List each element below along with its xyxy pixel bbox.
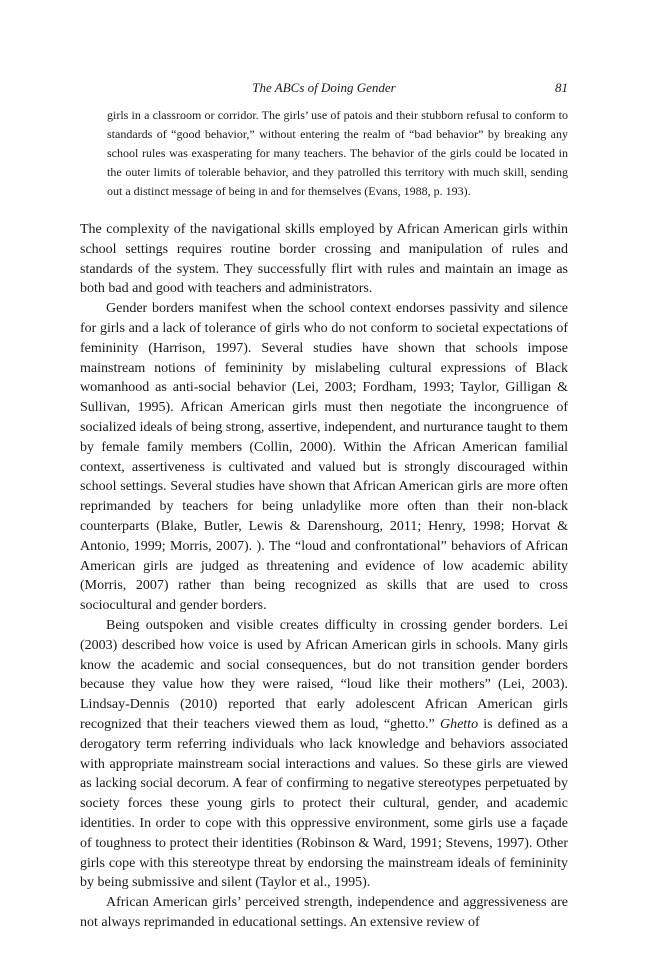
paragraph-2: Gender borders manifest when the school context endorses passivity and silence for girls and a lack of tolerance of girls who do not conform to societal expectations of femininity (Harrison, 1997). Several studies have shown that schools impose mainstream notions of femininity by mislabeling cultural expressions of Black womanhood as anti-social behavior (Lei, 2003; Fordham, 1993; Taylor, Gilligan & Sullivan, 1995). African American girls must then negotiate the incongruence of socialized ideals of being strong, assertive, independent, and nurturance taught to them by female family members (Collin, 2000). Within the African American familial context, assertiveness is cultivated and valued but is strongly discouraged within school settings. Several studies have shown that African American girls are more often reprimanded by teachers for being unladylike more often than their non-black counterparts (Blake, Butler, Lewis & Darenshourg, 2011; Henry, 1998; Horvat & Antonio, 1999; Morris, 2007). ). The “loud and confrontational” behaviors of African American girls are judged as threatening and evidence of low academic ability (Morris, 2007) rather than being recognized as skills that are used to cross sociocultural and gender borders. <box>80 301 568 614</box>
page-number: 81 <box>555 80 568 95</box>
paragraph-4: African American girls’ perceived strength, independence and aggressiveness are not always reprimanded in educational settings. An extensive review of <box>80 895 568 930</box>
paragraph-3-part-2: is defined as a derogatory term referring individuals who lack knowledge and behaviors associated with appropriate mainstream social interactions and values. So these girls are viewed as lacking social decorum. A fear of confirming to negative stereotypes perpetuated by society forces these young girls to protect their cultural, gender, and academic identities. In order to cope with this oppressive environment, some girls use a façade of toughness to protect their identities (Robinson & Ward, 1991; Stevens, 1997). Other girls cope with this stereotype threat by endorsing the mainstream ideals of femininity by being submissive and silent (Taylor et al., 1995). <box>80 716 569 891</box>
running-title: The ABCs of Doing Gender <box>252 80 396 95</box>
paragraph-3 <box>80 616 568 893</box>
paragraph-1: The complexity of the navigational skills employed by African American girls within school settings requires routine border crossing and manipulation of rules and standards of the system. They successfully flirt with rules and maintain an image as both bad and good with teachers and administrators. <box>80 222 568 297</box>
body-text <box>80 220 568 933</box>
block-quote: girls in a classroom or corridor. The girls’ use of patois and their stubborn refusal to conform to standards of “good behavior,” without entering the realm of “bad behavior” by breaking any school rules was exasperating for many teachers. The behavior of the girls could be located in the outer limits of tolerable behavior, and they patrolled this territory with much skill, sending out a distinct message of being in and for themselves (Evans, 1988, p. 193). <box>107 108 568 198</box>
ghetto-term: Ghetto <box>439 716 479 732</box>
paragraph-3-part-1: Being outspoken and visible creates difficulty in crossing gender borders. Lei (2003) described how voice is used by African American girls in schools. Many girls know the academic and social consequences, but do not transition gender borders because they value how they were raised, “loud like their mothers” (Lei, 2003). Lindsay-Dennis (2010) reported that early adolescent African American girls recognized that their teachers viewed them as loud, “ghetto.” <box>80 617 568 732</box>
